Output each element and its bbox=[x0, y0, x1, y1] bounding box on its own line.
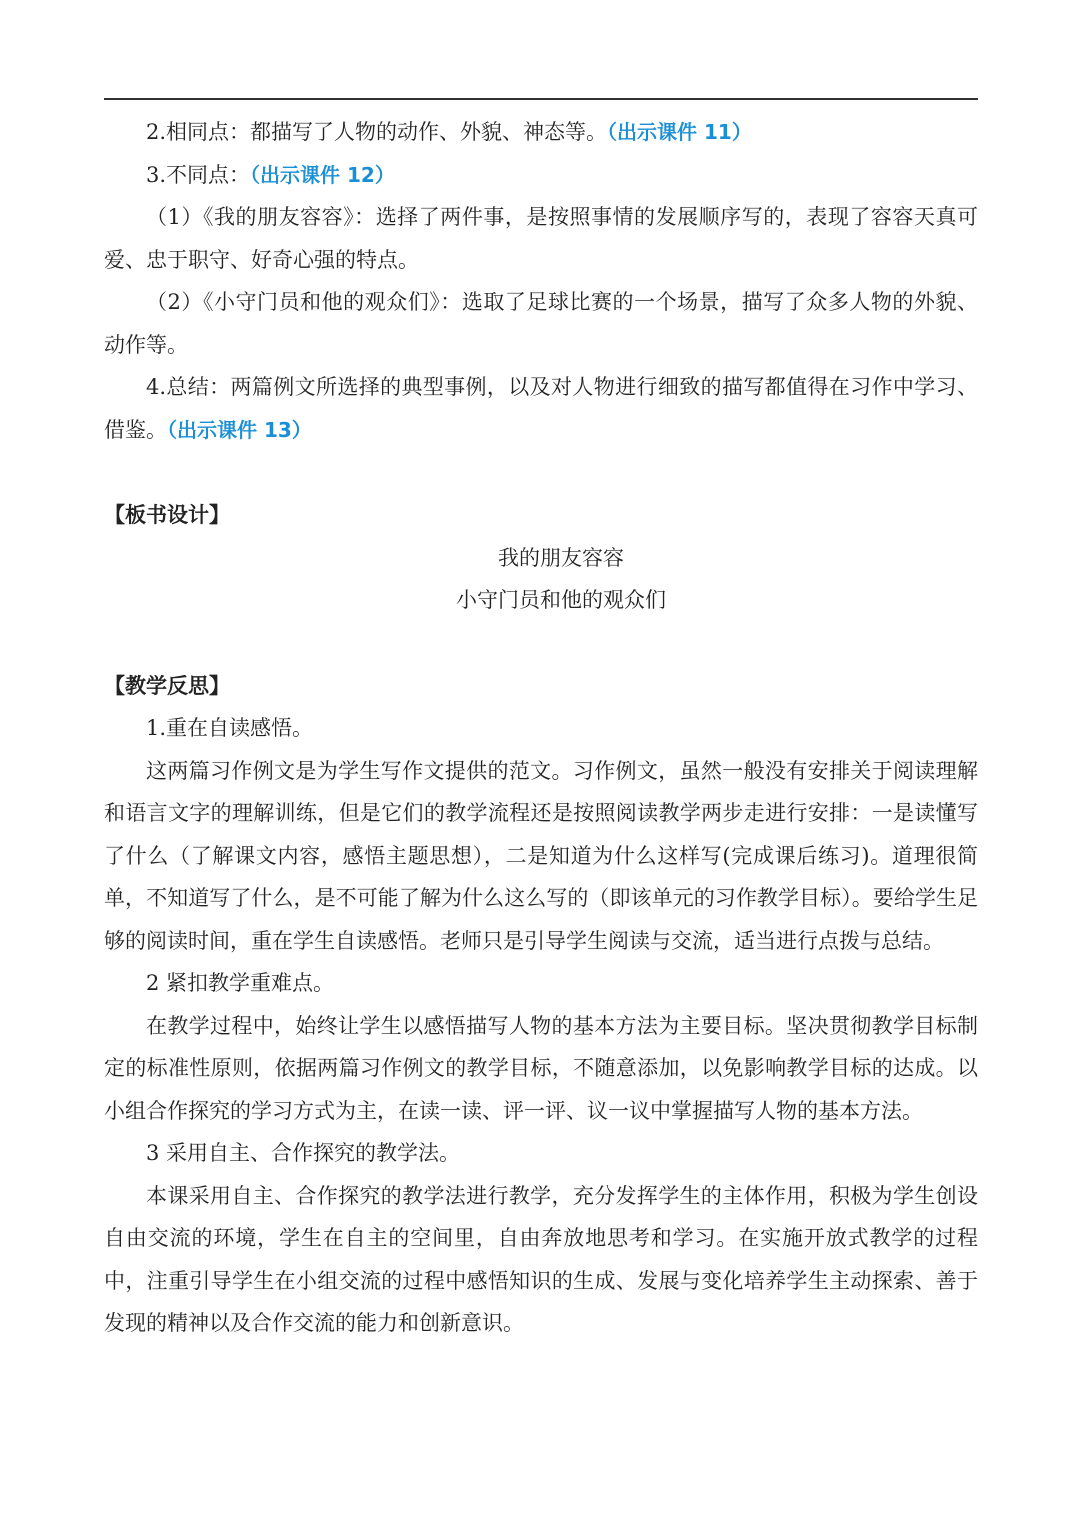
difference-text: 3.不同点： bbox=[146, 162, 251, 187]
board-line-1: 我的朋友容容 bbox=[498, 545, 624, 570]
spacer bbox=[104, 451, 978, 494]
similarity-text: 2.相同点：都描写了人物的动作、外貌、神态等。 bbox=[146, 120, 608, 144]
reflection-paragraph-1: 这两篇习作例文是为学生写作文提供的范文。习作例文，虽然一般没有安排关于阅读理解和语言文字的理解训练，但是它们的教学流程还是按照阅读教学两步走进行安排：一是读懂写了什么（了解课文内容，感悟主题思想），二是知道为什么这样写(完成课后练习)。道理很简单，不知道写了什么，是不可能了解为什么这么写的（即该单元的习作教学目标）。要给学生足够的阅读时间，重在学生自读感悟。老师只是引导学生阅读与交流，适当进行点拨与总结。 bbox=[104, 758, 978, 953]
summary-paragraph bbox=[104, 366, 978, 451]
difference-item-1: （1）《我的朋友容容》：选择了两件事，是按照事情的发展顺序写的，表现了容容天真可爱、忠于职守、好奇心强的特点。 bbox=[104, 205, 978, 272]
reflection-paragraph-3: 本课采用自主、合作探究的教学法进行教学，充分发挥学生的主体作用，积极为学生创设自由交流的环境，学生在自主的空间里，自由奔放地思考和学习。在实施开放式教学的过程中，注重引导学生在小组交流的过程中感悟知识的生成、发展与变化培养学生主动探索、善于发现的精神以及合作交流的能力和创新意识。 bbox=[104, 1183, 978, 1335]
board-design-title: 【板书设计】 bbox=[104, 503, 230, 527]
reflection-heading-2: 2 紧扣教学重难点。 bbox=[146, 971, 335, 995]
reflection-heading-1: 1.重在自读感悟。 bbox=[146, 716, 314, 740]
courseware-12-link[interactable]: （出示课件 12） bbox=[250, 162, 395, 187]
courseware-13-link[interactable]: （出示课件 13） bbox=[167, 417, 312, 442]
courseware-11-link[interactable]: （出示课件 11） bbox=[607, 120, 752, 144]
board-line-2: 小守门员和他的观众们 bbox=[456, 588, 666, 612]
header-rule bbox=[104, 98, 978, 100]
spacer bbox=[104, 622, 978, 665]
similarity-paragraph bbox=[104, 111, 978, 154]
reflection-heading-3: 3 采用自主、合作探究的教学法。 bbox=[146, 1141, 461, 1165]
difference-item-2: （2）《小守门员和他的观众们》：选取了足球比赛的一个场景，描写了众多人物的外貌、动作等。 bbox=[104, 290, 978, 357]
summary-text: 4.总结：两篇例文所选择的典型事例，以及对人物进行细致的描写都值得在习作中学习、借鉴。 bbox=[104, 375, 978, 442]
difference-paragraph bbox=[104, 154, 978, 197]
reflection-title: 【教学反思】 bbox=[104, 673, 230, 698]
reflection-paragraph-2: 在教学过程中，始终让学生以感悟描写人物的基本方法为主要目标。坚决贯彻教学目标制定的标准性原则，依据两篇习作例文的教学目标，不随意添加，以免影响教学目标的达成。以小组合作探究的学习方式为主，在读一读、评一评、议一议中掌握描写人物的基本方法。 bbox=[104, 1013, 978, 1123]
document-body bbox=[104, 111, 978, 1345]
